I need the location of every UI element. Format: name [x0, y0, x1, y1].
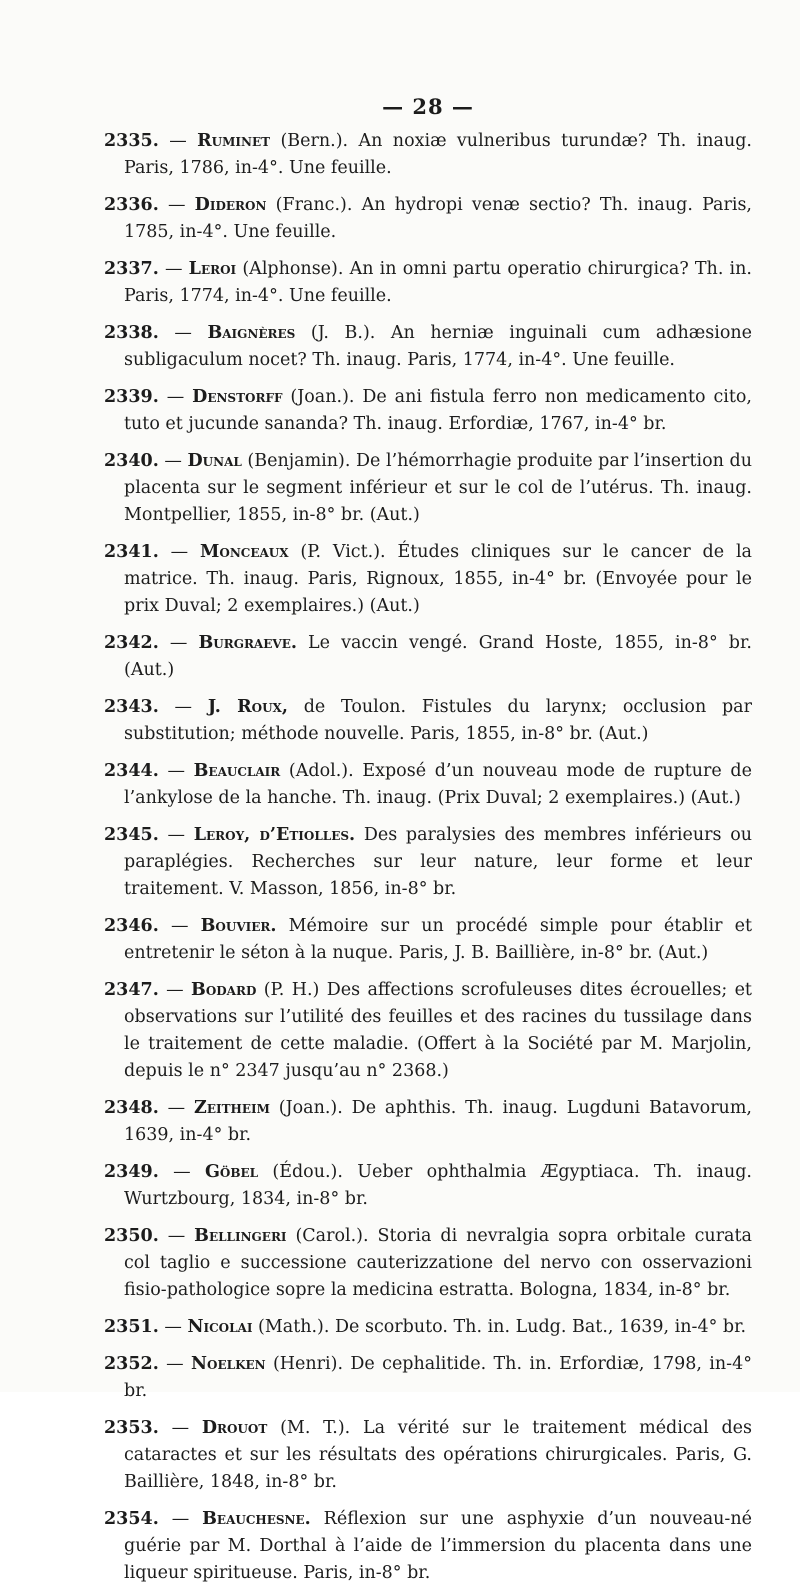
catalog-entry [104, 630, 752, 684]
entry-author: Baignères [207, 323, 296, 343]
entry-dash: — [158, 131, 198, 151]
entry-text: Le vaccin vengé. Grand Hoste, 1855, in-8° br. (Aut.) [124, 633, 752, 680]
entry-text: (Math.). De scorbuto. Th. in. Ludg. Bat., 1639, in-4° br. [258, 1317, 747, 1337]
entry-number: 2336. [104, 195, 159, 215]
entry-dash: — [158, 1509, 203, 1529]
entry-dash: — [158, 761, 194, 781]
entry-text: (Henri). De cephalitide. Th. in. Erfordiæ, 1798, in-4° br. [124, 1354, 752, 1401]
entry-author: Beauclair [193, 761, 281, 781]
catalog-entry [104, 822, 752, 903]
entry-text: (M. T.). La vérité sur le traitement médical des cataractes et sur les résultats des opérations chirurgicales. Paris, G. Baillière, 1848, in-8° br. [124, 1418, 752, 1492]
entry-author: Dideron [194, 195, 267, 215]
entry-number: 2335. [104, 131, 159, 151]
entry-text: (Franc.). An hydropi venæ sectio? Th. inaug. Paris, 1785, in-4°. Une feuille. [124, 195, 752, 242]
entry-number: 2348. [104, 1098, 159, 1118]
catalog-entry [104, 977, 752, 1085]
entry-author: Noelken [191, 1354, 266, 1374]
catalog-entry [104, 320, 752, 374]
entry-number: 2350. [104, 1226, 159, 1246]
entry-text: (P. Vict.). Études cliniques sur le cancer de la matrice. Th. inaug. Paris, Rignoux, 1855, in-4° br. (Envoyée pour le prix Duval; 2 exemplaires.) (Aut.) [124, 542, 752, 616]
entry-text: (Benjamin). De l’hémorrhagie produite par l’insertion du placenta sur le segment inférieur et sur le col de l’utérus. Th. inaug. Montpellier, 1855, in-8° br. (Aut.) [124, 451, 752, 525]
entry-text: (J. B.). An herniæ inguinali cum adhæsione subligaculum nocet? Th. inaug. Paris, 1774, in-4°. Une feuille. [124, 323, 752, 370]
entry-dash: — [158, 451, 188, 471]
catalog-entry [104, 1351, 752, 1405]
entry-dash: — [158, 825, 194, 845]
entry-author: Bouvier. [200, 916, 277, 936]
entry-number: 2340. [104, 451, 159, 471]
entry-dash: — [158, 1354, 192, 1374]
entry-dash: — [158, 1226, 195, 1246]
entry-text: (Alphonse). An in omni partu operatio chirurgica? Th. in. Paris, 1774, in-4°. Une feuille. [124, 259, 752, 306]
entry-author: Ruminet [197, 131, 271, 151]
entry-number: 2344. [104, 761, 159, 781]
entry-author: Burgraeve. [198, 633, 297, 653]
catalog-entry [104, 1506, 752, 1587]
entry-dash: — [158, 1418, 202, 1438]
entry-number: 2342. [104, 633, 159, 653]
entry-dash: — [158, 1162, 205, 1182]
entry-author: J. Roux, [207, 697, 288, 717]
entry-author: Leroi [188, 259, 237, 279]
catalog-entry [104, 448, 752, 529]
entry-dash: — [158, 542, 200, 562]
entry-dash: — [158, 697, 208, 717]
entry-number: 2352. [104, 1354, 159, 1374]
entry-list [104, 128, 752, 1587]
entry-text: (Édou.). Ueber ophthalmia Ægyptiaca. Th. inaug. Wurtzbourg, 1834, in-8° br. [124, 1162, 752, 1209]
catalog-entry [104, 1314, 752, 1341]
entry-number: 2345. [104, 825, 159, 845]
entry-author: Denstorff [192, 387, 283, 407]
entry-dash: — [158, 259, 189, 279]
catalog-entry [104, 192, 752, 246]
entry-number: 2343. [104, 697, 159, 717]
entry-dash: — [158, 633, 199, 653]
entry-dash: — [158, 1098, 195, 1118]
entry-number: 2349. [104, 1162, 159, 1182]
catalog-entry [104, 1095, 752, 1149]
catalog-entry [104, 539, 752, 620]
page-number: — 28 — [382, 94, 474, 119]
entry-text: (Carol.). Storia di nevralgia sopra orbitale curata col taglio e successione cauterizzatione del nervo con osservazioni fisio-pathologice sopre la medicina estratta. Bologna, 1834, in-8° br. [124, 1226, 752, 1300]
entry-dash: — [158, 387, 193, 407]
catalog-entry [104, 758, 752, 812]
catalog-entry [104, 384, 752, 438]
catalog-entry [104, 128, 752, 182]
entry-author: Bodard [191, 980, 257, 1000]
entry-text: (Joan.). De ani fistula ferro non medicamento cito, tuto et jucunde sananda? Th. inaug. Erfordiæ, 1767, in-4° br. [124, 387, 752, 434]
catalog-entry [104, 694, 752, 748]
entry-text: (Adol.). Exposé d’un nouveau mode de rupture de l’ankylose de la hanche. Th. inaug. (Prix Duval; 2 exemplaires.) (Aut.) [124, 761, 752, 808]
catalog-entry [104, 1159, 752, 1213]
catalog-entry [104, 1415, 752, 1496]
entry-number: 2354. [104, 1509, 159, 1529]
entry-author: Beauchesne. [202, 1509, 311, 1529]
entry-number: 2353. [104, 1418, 159, 1438]
entry-text: Mémoire sur un procédé simple pour établir et entretenir le séton à la nuque. Paris, J. B. Baillière, in-8° br. (Aut.) [124, 916, 752, 963]
catalog-entry [104, 1223, 752, 1304]
catalog-entry [104, 913, 752, 967]
entry-text: Des paralysies des membres inférieurs ou paraplégies. Recherches sur leur nature, leur forme et leur traitement. V. Masson, 1856, in-8° br. [124, 825, 752, 899]
entry-author: Drouot [201, 1418, 268, 1438]
entry-author: Leroy, d’Etiolles. [193, 825, 356, 845]
entry-author: Dunal [187, 451, 242, 471]
entry-number: 2347. [104, 980, 159, 1000]
entry-number: 2337. [104, 259, 159, 279]
entry-text: Réflexion sur une asphyxie d’un nouveau-né guérie par M. Dorthal à l’aide de l’immersion du placenta dans une liqueur spiritueuse. Paris, in-8° br. [124, 1509, 752, 1583]
entry-author: Göbel [204, 1162, 259, 1182]
entry-text: (Bern.). An noxiæ vulneribus turundæ? Th. inaug. Paris, 1786, in-4°. Une feuille. [124, 131, 752, 178]
entry-number: 2341. [104, 542, 159, 562]
entry-text: (Joan.). De aphthis. Th. inaug. Lugduni Batavorum, 1639, in-4° br. [124, 1098, 752, 1145]
entry-dash: — [158, 980, 192, 1000]
entry-dash: — [158, 323, 208, 343]
entry-dash: — [158, 195, 195, 215]
entry-author: Nicolai [187, 1317, 253, 1337]
entry-number: 2339. [104, 387, 159, 407]
entry-number: 2351. [104, 1317, 159, 1337]
entry-text: de Toulon. Fistules du larynx; occlusion par substitution; méthode nouvelle. Paris, 1855, in-8° br. (Aut.) [124, 697, 752, 744]
entry-text: (P. H.) Des affections scrofuleuses dites écrouelles; et observations sur l’utilité des feuilles et des racines du tussilage dans le traitement de cette maladie. (Offert à la Société par M. Marjolin, depuis le n° 2347 jusqu’au n° 2368.) [124, 980, 752, 1081]
entry-number: 2338. [104, 323, 159, 343]
entry-author: Zeitheim [194, 1098, 270, 1118]
entry-dash: — [158, 916, 201, 936]
entry-author: Bellingeri [194, 1226, 287, 1246]
entry-number: 2346. [104, 916, 159, 936]
entry-author: Monceaux [200, 542, 289, 562]
entry-dash: — [158, 1317, 188, 1337]
catalog-entry [104, 256, 752, 310]
